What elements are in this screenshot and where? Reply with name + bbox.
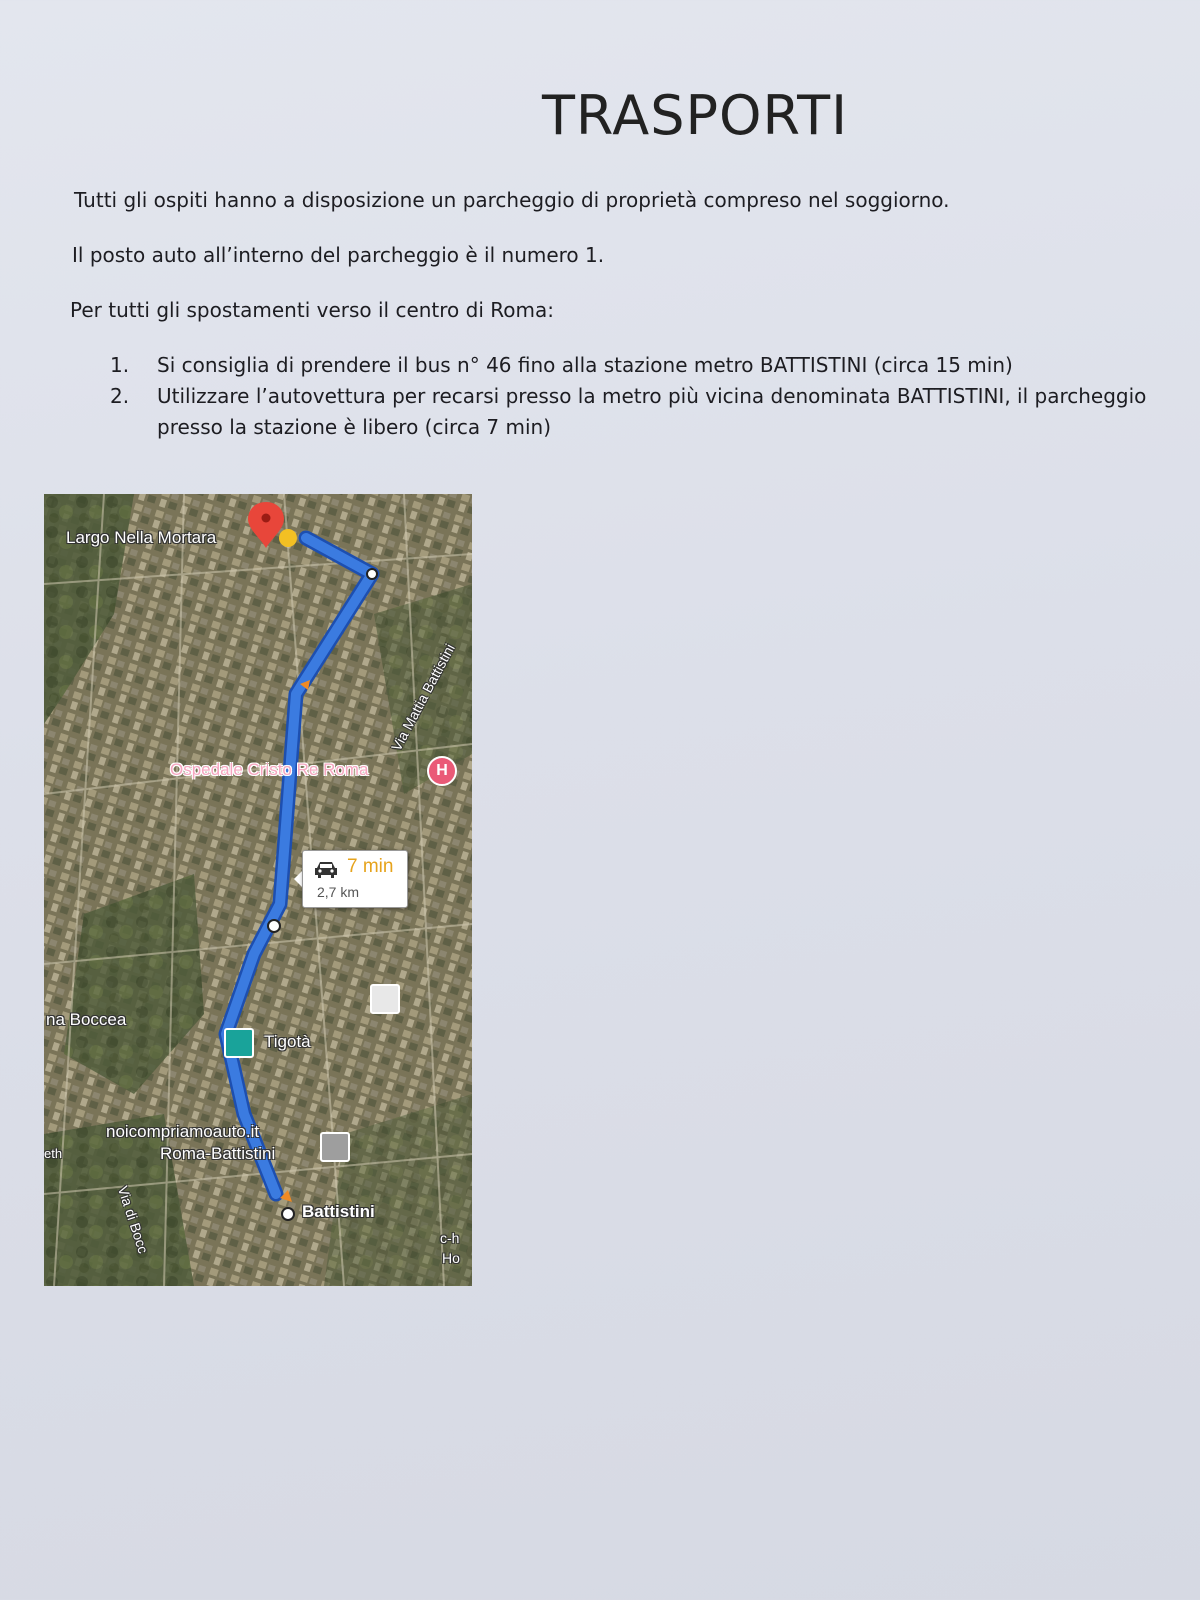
route-distance: 2,7 km [317, 884, 360, 900]
label-edge-left: eth [44, 1146, 63, 1161]
list-number: 1. [110, 353, 130, 377]
label-dealer: noicompriamoauto.it [106, 1122, 260, 1141]
label-tigota: Tigotà [264, 1032, 311, 1051]
label-dealer-location: Roma-Battistini [160, 1144, 276, 1163]
list-number: 2. [110, 384, 130, 408]
parking-paragraph: Tutti gli ospiti hanno a disposizione un parcheggio di proprietà compreso nel soggiorno. [74, 188, 950, 212]
car-icon [313, 859, 339, 879]
label-destination: Battistini [302, 1202, 375, 1221]
page-title: TRASPORTI [541, 84, 849, 147]
route-waypoint [367, 569, 377, 579]
hospital-icon: H [427, 756, 457, 786]
parking-spot-paragraph: Il posto auto all’interno del parcheggio è il numero 1. [72, 243, 605, 267]
shop-icon [224, 1028, 254, 1058]
list-item [110, 350, 1157, 381]
directions-list [110, 350, 1157, 443]
list-item [110, 381, 1157, 443]
route-waypoint [268, 920, 280, 932]
label-edge-right-2: Ho [442, 1250, 460, 1266]
label-boccea: na Boccea [46, 1010, 127, 1029]
directions-intro: Per tutti gli spostamenti verso il centro di Roma: [70, 298, 554, 322]
route-time: 7 min [347, 856, 394, 877]
label-street-right: Via Mattia Battistini [388, 641, 458, 754]
label-origin: Largo Nella Mortara [66, 528, 217, 547]
route-info-card[interactable] [302, 850, 408, 908]
list-text: Utilizzare l’autovettura per recarsi presso la metro più vicina denominata BATTISTINI, il parcheggio presso la stazione è libero (circa 7 min) [157, 384, 1147, 439]
origin-dot [279, 529, 297, 547]
route-map [44, 494, 472, 1286]
label-edge-right: c-h [440, 1230, 460, 1246]
label-street-left: Via di Bocc [114, 1184, 152, 1256]
parking-icon [370, 984, 400, 1014]
dealer-icon [320, 1132, 350, 1162]
destination-dot [282, 1208, 294, 1220]
list-text: Si consiglia di prendere il bus n° 46 fino alla stazione metro BATTISTINI (circa 15 min) [157, 353, 1013, 377]
label-hospital: Ospedale Cristo Re Roma [170, 760, 369, 779]
